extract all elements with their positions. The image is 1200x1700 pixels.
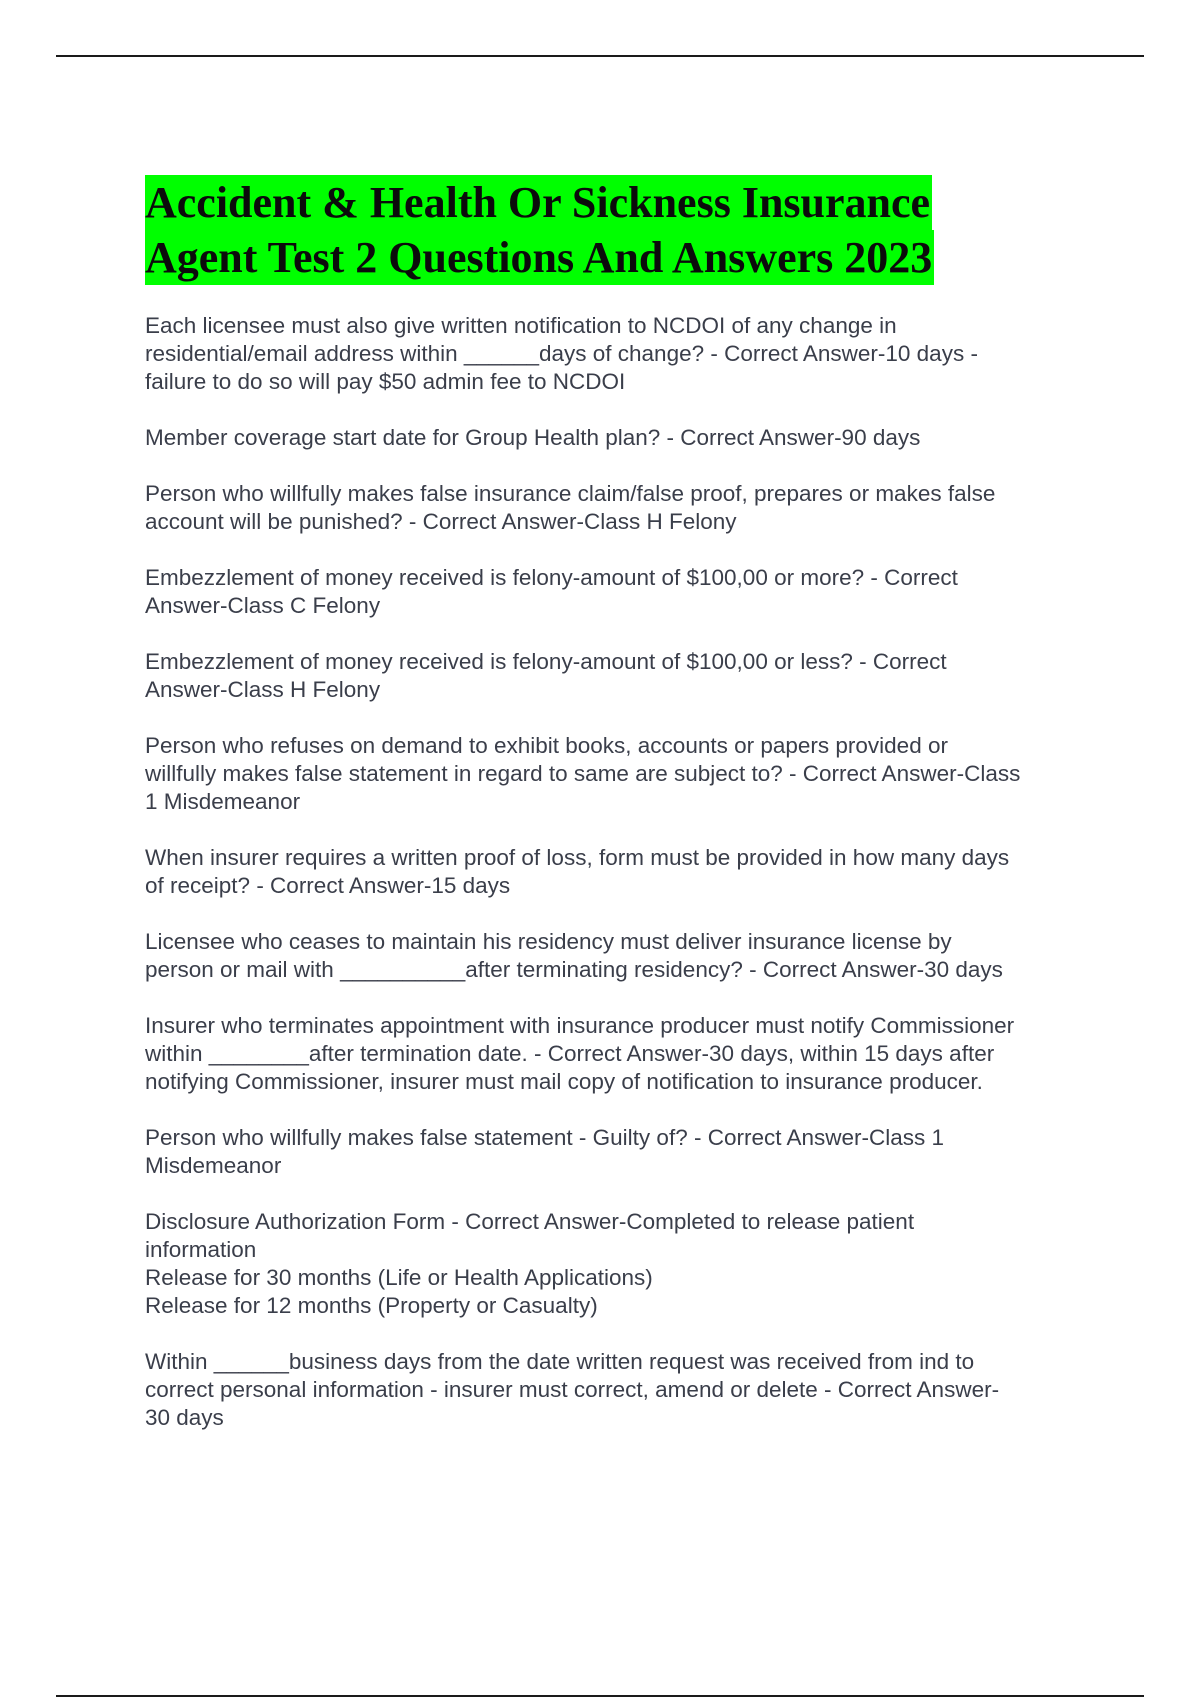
- qa-text-line: Each licensee must also give written notification to NCDOI of any change in: [145, 313, 897, 338]
- qa-text-line: Person who refuses on demand to exhibit books, accounts or papers provided or: [145, 733, 948, 758]
- qa-text-line: person or mail with __________after terminating residency? - Correct Answer-30 days: [145, 957, 1003, 982]
- qa-text-line: Misdemeanor: [145, 1153, 282, 1178]
- top-rule: [56, 55, 1144, 57]
- qa-text-line: residential/email address within ______days of change? - Correct Answer-10 days -: [145, 341, 978, 366]
- qa-item: [145, 928, 1095, 984]
- qa-text-line: Person who willfully makes false statement - Guilty of? - Correct Answer-Class 1: [145, 1125, 945, 1150]
- qa-text-line: Disclosure Authorization Form - Correct Answer-Completed to release patient: [145, 1209, 915, 1234]
- qa-text-line: 1 Misdemeanor: [145, 789, 301, 814]
- qa-item: [145, 648, 1095, 704]
- qa-text-line: Answer-Class C Felony: [145, 593, 381, 618]
- qa-item: [145, 1208, 1095, 1320]
- qa-text-line: correct personal information - insurer must correct, amend or delete - Correct Answer-: [145, 1377, 1000, 1402]
- qa-list: [145, 312, 1095, 1460]
- qa-text-line: When insurer requires a written proof of loss, form must be provided in how many days: [145, 845, 1010, 870]
- qa-item: [145, 564, 1095, 620]
- qa-text-line: Answer-Class H Felony: [145, 677, 381, 702]
- title-line: Accident & Health Or Sickness Insurance: [145, 175, 932, 230]
- qa-item: [145, 424, 1095, 452]
- qa-text-line: Person who willfully makes false insurance claim/false proof, prepares or makes false: [145, 481, 996, 506]
- qa-item: [145, 732, 1095, 816]
- qa-text-line: of receipt? - Correct Answer-15 days: [145, 873, 511, 898]
- qa-text-line: 30 days: [145, 1405, 224, 1430]
- qa-text-line: notifying Commissioner, insurer must mail copy of notification to insurance producer.: [145, 1069, 983, 1094]
- qa-item: [145, 480, 1095, 536]
- qa-item: [145, 844, 1095, 900]
- qa-item: [145, 1348, 1095, 1432]
- qa-text-line: Release for 12 months (Property or Casualty): [145, 1293, 598, 1318]
- qa-text-line: Release for 30 months (Life or Health Applications): [145, 1265, 653, 1290]
- qa-item: [145, 312, 1095, 396]
- qa-text-line: account will be punished? - Correct Answer-Class H Felony: [145, 509, 737, 534]
- qa-text-line: Within ______business days from the date written request was received from ind to: [145, 1349, 975, 1374]
- qa-text-line: within ________after termination date. - Correct Answer-30 days, within 15 days after: [145, 1041, 995, 1066]
- qa-text-line: failure to do so will pay $50 admin fee to NCDOI: [145, 369, 626, 394]
- qa-text-line: information: [145, 1237, 257, 1262]
- qa-text-line: Licensee who ceases to maintain his residency must deliver insurance license by: [145, 929, 952, 954]
- qa-text-line: Embezzlement of money received is felony-amount of $100,00 or more? - Correct: [145, 565, 958, 590]
- qa-text-line: Embezzlement of money received is felony-amount of $100,00 or less? - Correct: [145, 649, 947, 674]
- qa-item: [145, 1124, 1095, 1180]
- qa-item: [145, 1012, 1095, 1096]
- document-title: [145, 175, 1015, 285]
- title-line: Agent Test 2 Questions And Answers 2023: [145, 230, 934, 285]
- bottom-rule: [56, 1695, 1144, 1697]
- qa-text-line: Member coverage start date for Group Health plan? - Correct Answer-90 days: [145, 425, 921, 450]
- qa-text-line: Insurer who terminates appointment with insurance producer must notify Commissioner: [145, 1013, 1015, 1038]
- qa-text-line: willfully makes false statement in regard to same are subject to? - Correct Answer-Class: [145, 761, 1021, 786]
